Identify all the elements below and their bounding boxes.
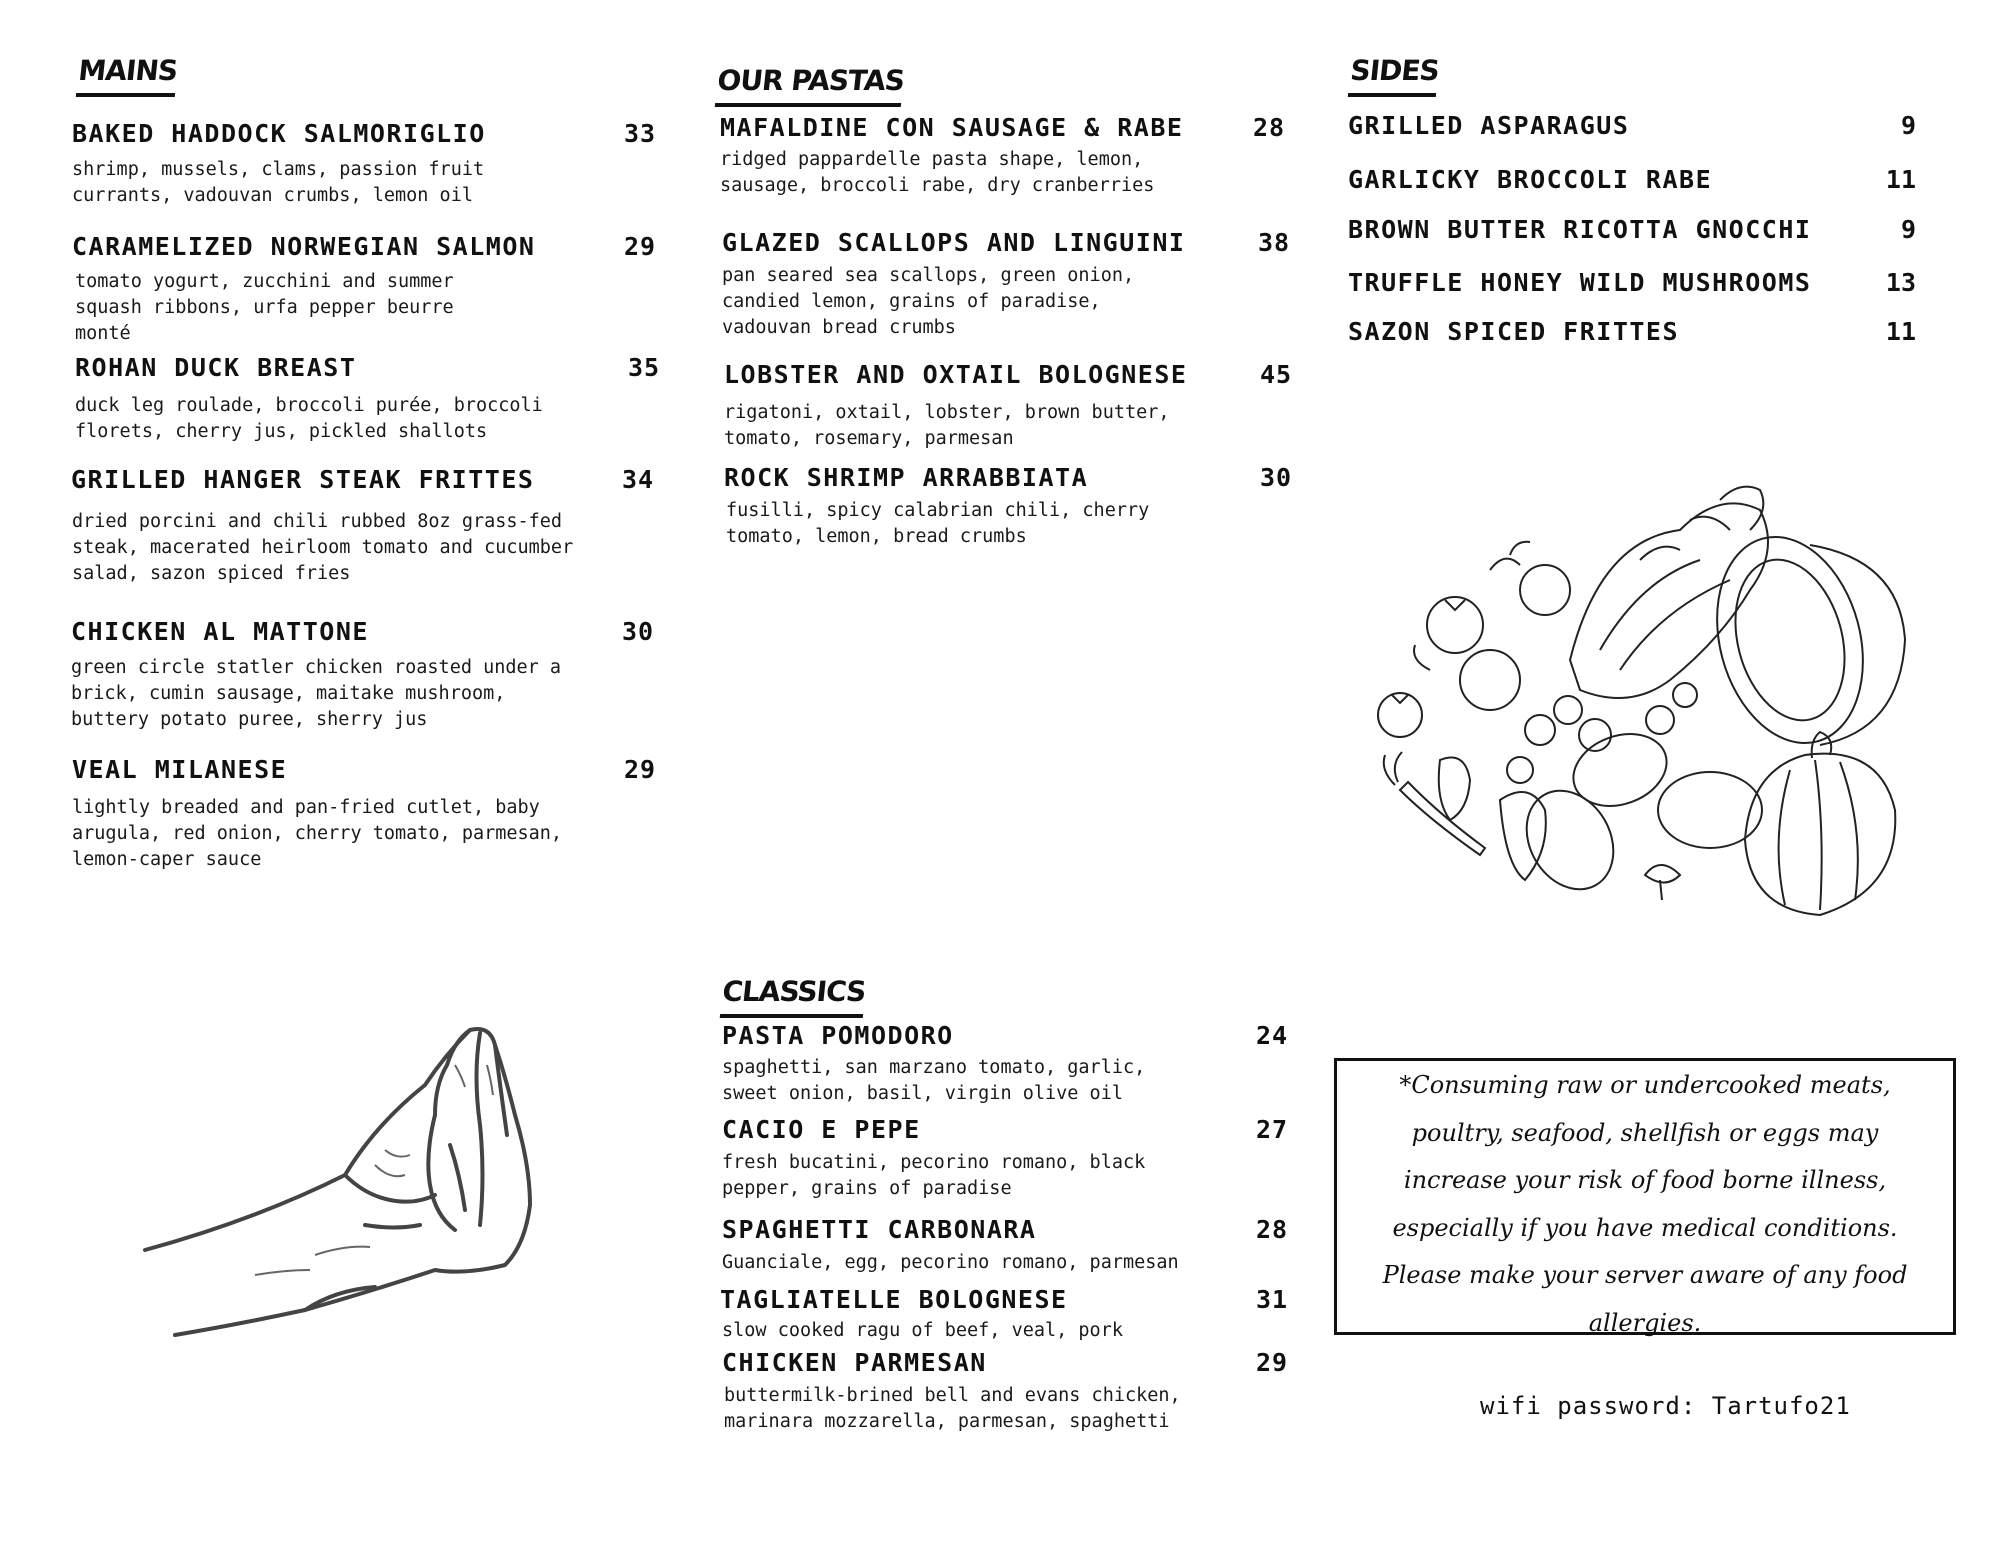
pastas-item-desc: fusilli, spicy calabrian chili, cherry tomato, lemon, bread crumbs [726,500,1150,547]
pastas-item-price: 28 [1253,113,1286,142]
sides-item-price: 11 [1885,317,1916,346]
classics-item-name: CHICKEN PARMESAN [722,1348,987,1377]
mains-item-desc: duck leg roulade, broccoli purée, broccoli florets, cherry jus, pickled shallots [75,395,543,442]
classics-item-price: 27 [1256,1115,1289,1144]
pastas-item-desc: rigatoni, oxtail, lobster, brown butter, tomato, rosemary, parmesan [724,402,1170,449]
mains-item-name: BAKED HADDOCK SALMORIGLIO [72,119,486,148]
classics-item-price: 24 [1256,1021,1289,1050]
allergy-notice-text: *Consuming raw or undercooked meats, poultry, seafood, shellfish or eggs may increase your risk of food borne illness, especially if you have medical conditions. Please make your server aware of any food allergies. [1382,1071,1908,1337]
vegetable-illustration [1340,470,1920,930]
classics-item-name: TAGLIATELLE BOLOGNESE [720,1285,1068,1314]
sides-item-price: 9 [1900,111,1916,140]
pastas-item-name: GLAZED SCALLOPS AND LINGUINI [722,228,1186,257]
mains-item-price: 29 [624,755,657,784]
sides-item-name: GRILLED ASPARAGUS [1348,111,1630,140]
classics-item-price: 31 [1256,1285,1289,1314]
pastas-item-name: MAFALDINE CON SAUSAGE & RABE [720,113,1184,142]
classics-item-name: PASTA POMODORO [722,1021,954,1050]
mains-item-desc: dried porcini and chili rubbed 8oz grass-fed steak, macerated heirloom tomato and cucumber salad, sazon spiced fries [72,511,574,584]
sides-item-name: GARLICKY BROCCOLI RABE [1348,165,1713,194]
classics-item-name: SPAGHETTI CARBONARA [722,1215,1037,1244]
classics-item-price: 28 [1256,1215,1289,1244]
sides-item-price: 11 [1885,165,1916,194]
classics-item-desc: Guanciale, egg, pecorino romano, parmesan [722,1252,1179,1273]
classics-item-desc: fresh bucatini, pecorino romano, black pepper, grains of paradise [722,1152,1146,1199]
pastas-item-name: ROCK SHRIMP ARRABBIATA [724,463,1089,492]
pastas-item-price: 30 [1260,463,1293,492]
italian-hand-gesture-illustration [135,1025,555,1345]
mains-item-desc: shrimp, mussels, clams, passion fruit currants, vadouvan crumbs, lemon oil [72,159,485,206]
wifi-password: wifi password: Tartufo21 [1480,1392,1851,1420]
mains-item-desc: tomato yogurt, zucchini and summer squash ribbons, urfa pepper beurre monté [75,271,454,344]
pastas-item-price: 45 [1260,360,1293,389]
sides-item-price: 13 [1885,268,1916,297]
mains-item-desc: lightly breaded and pan-fried cutlet, baby arugula, red onion, cherry tomato, parmesan, lemon-caper sauce [72,797,563,870]
sides-item-name: BROWN BUTTER RICOTTA GNOCCHI [1348,215,1812,244]
mains-item-name: CHICKEN AL MATTONE [71,617,369,646]
mains-item-desc: green circle statler chicken roasted under a brick, cumin sausage, maitake mushroom, buttery potato puree, sherry jus [71,657,562,730]
classics-item-desc: slow cooked ragu of beef, veal, pork [722,1320,1123,1341]
mains-item-price: 30 [622,617,655,646]
classics-item-desc: buttermilk-brined bell and evans chicken, marinara mozzarella, parmesan, spaghetti [724,1385,1181,1432]
pastas-title: OUR PASTAS [715,64,906,107]
mains-item-name: VEAL MILANESE [72,755,288,784]
sides-item-name: TRUFFLE HONEY WILD MUSHROOMS [1348,268,1812,297]
pastas-item-name: LOBSTER AND OXTAIL BOLOGNESE [724,360,1188,389]
pastas-item-price: 38 [1258,228,1291,257]
sides-item-price: 9 [1900,215,1916,244]
mains-item-price: 29 [624,232,657,261]
sides-item-name: SAZON SPICED FRITTES [1348,317,1680,346]
classics-item-price: 29 [1256,1348,1289,1377]
classics-title: CLASSICS [720,975,867,1018]
classics-item-name: CACIO E PEPE [722,1115,921,1144]
pastas-item-desc: ridged pappardelle pasta shape, lemon, sausage, broccoli rabe, dry cranberries [720,149,1155,196]
pastas-item-desc: pan seared sea scallops, green onion, candied lemon, grains of paradise, vadouvan bread crumbs [722,265,1135,338]
mains-item-price: 35 [628,353,661,382]
classics-item-desc: spaghetti, san marzano tomato, garlic, sweet onion, basil, virgin olive oil [722,1057,1146,1104]
mains-item-name: GRILLED HANGER STEAK FRITTES [71,465,535,494]
mains-item-name: ROHAN DUCK BREAST [75,353,357,382]
mains-item-price: 33 [624,119,657,148]
mains-title: MAINS [76,54,179,97]
mains-item-price: 34 [622,465,655,494]
mains-item-name: CARAMELIZED NORWEGIAN SALMON [72,232,536,261]
sides-title: SIDES [1348,54,1441,97]
